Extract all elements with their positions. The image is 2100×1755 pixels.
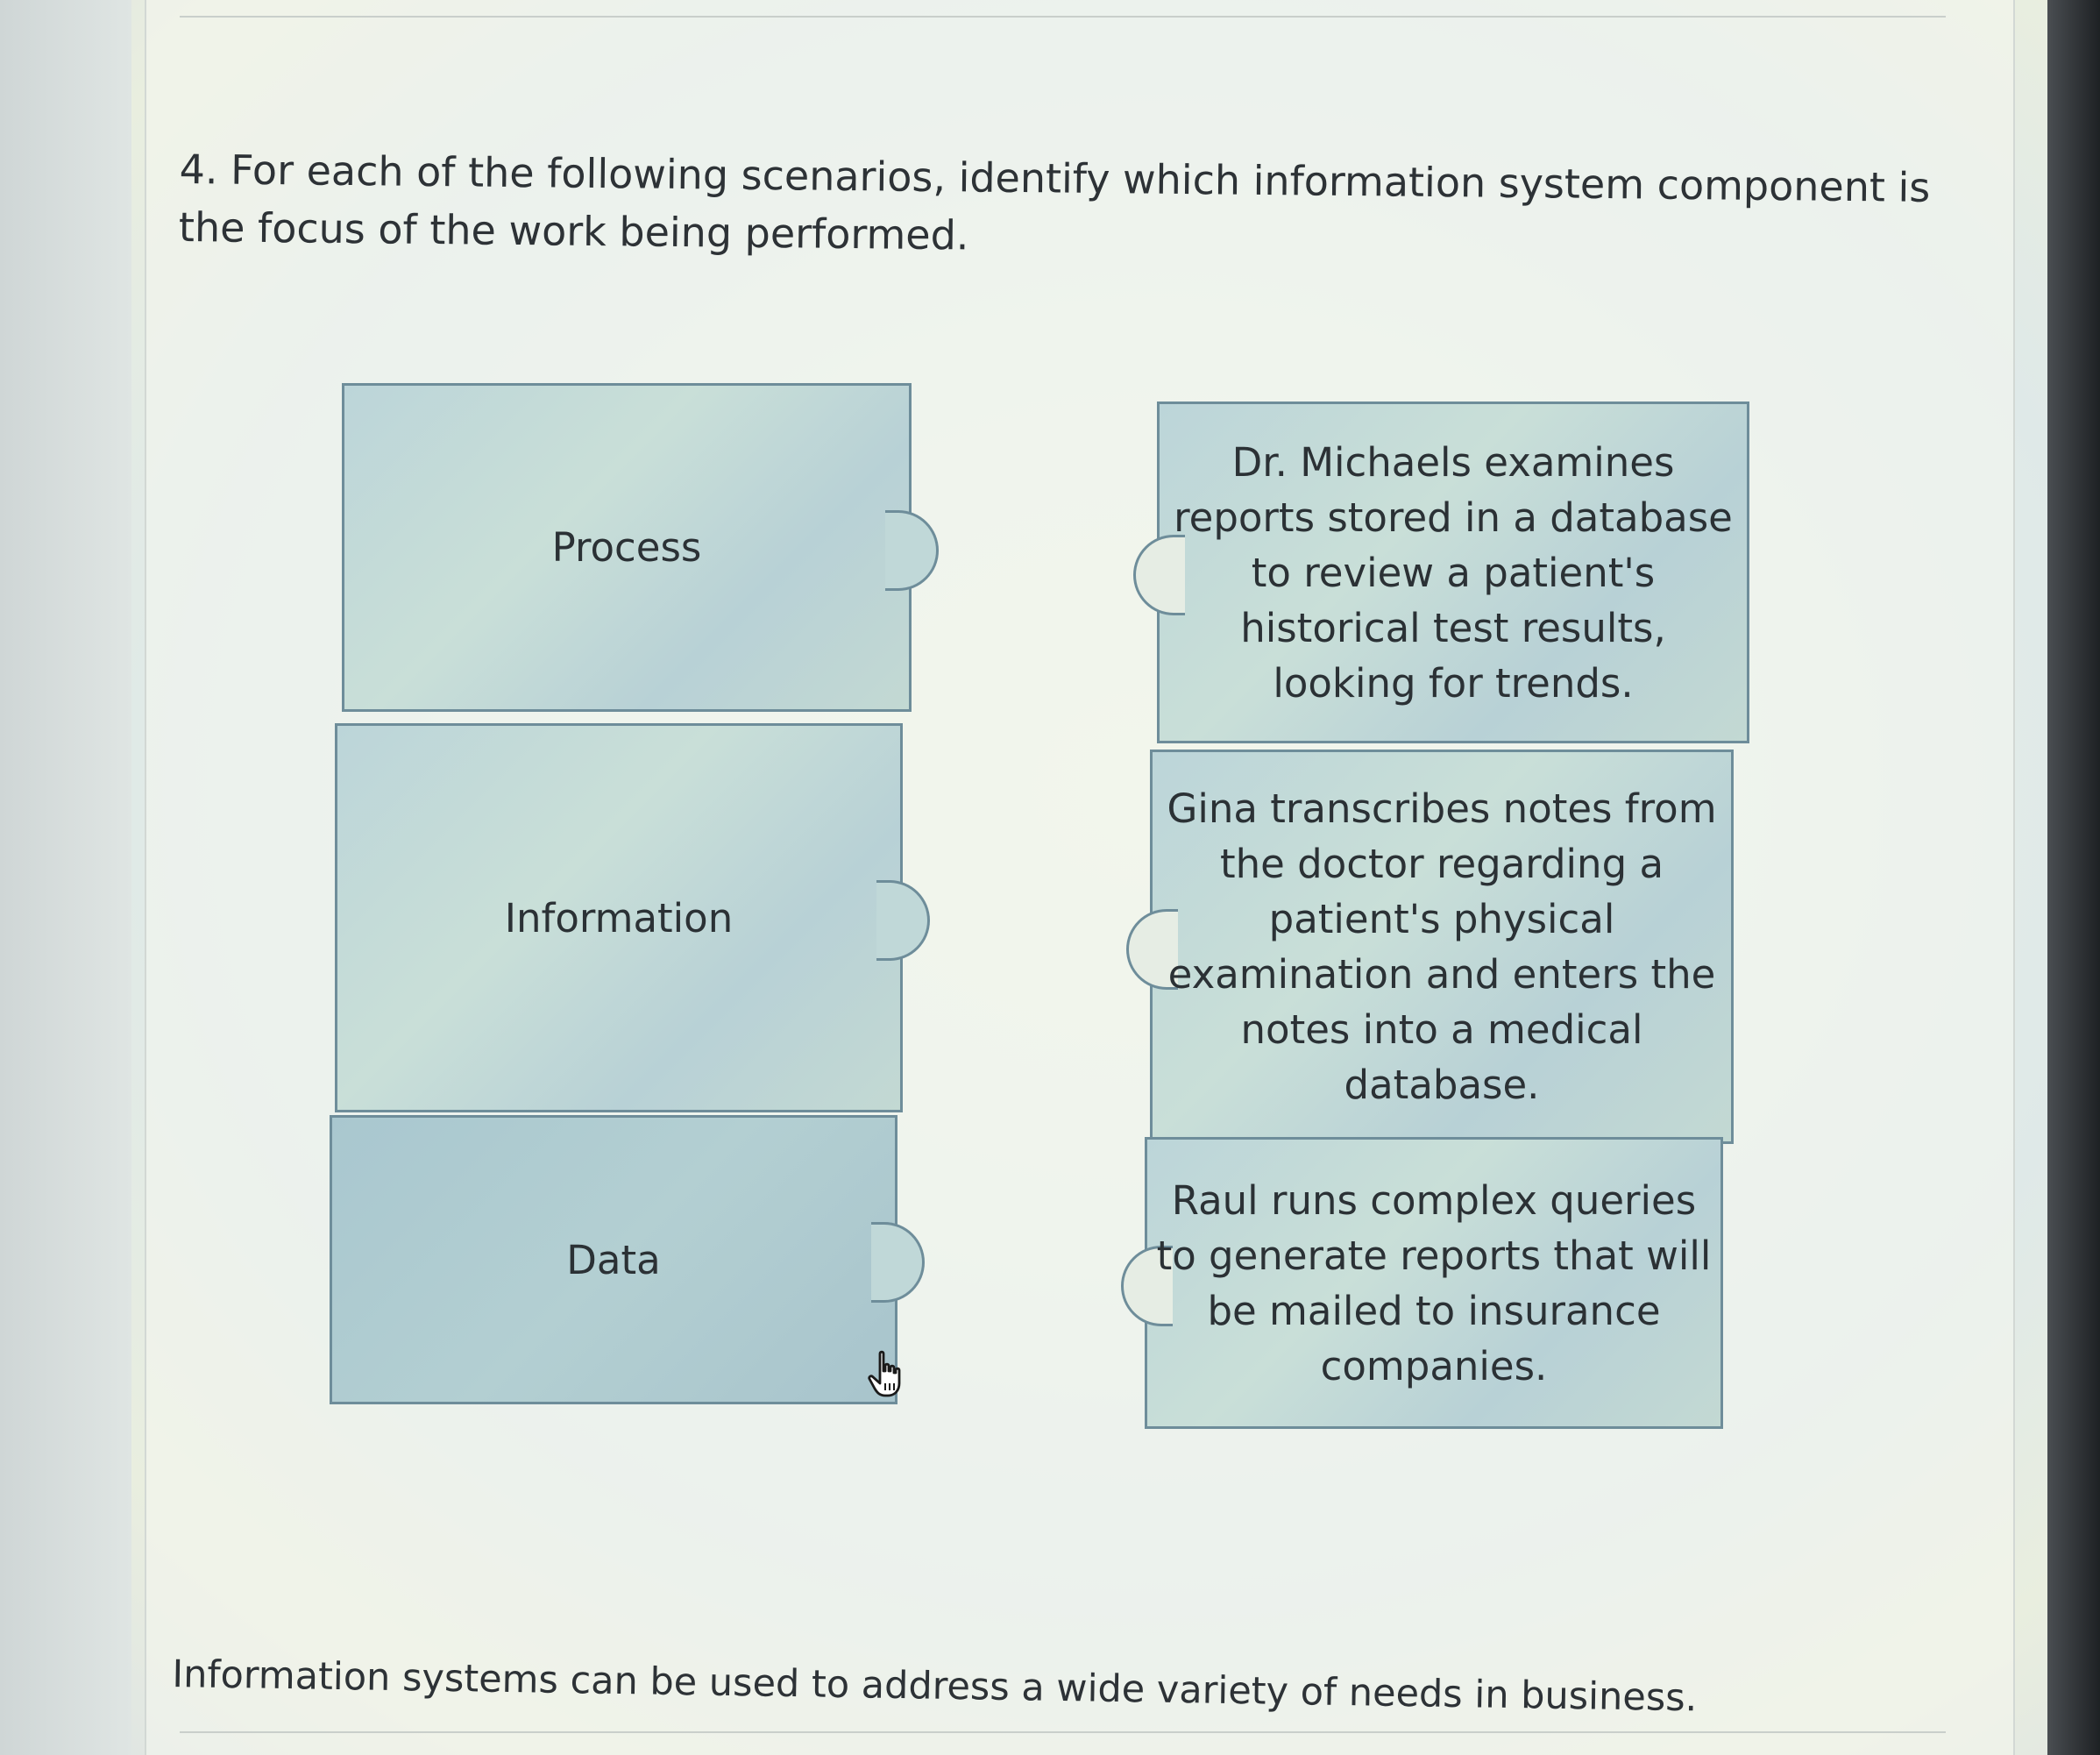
- screen-bezel-right: [2047, 0, 2100, 1755]
- bottom-divider: [180, 1731, 1946, 1733]
- term-tile-process[interactable]: [342, 383, 912, 712]
- scenario-tile-1[interactable]: [1157, 401, 1749, 743]
- scenario-text: Dr. Michaels examines reports stored in a database to review a patient's historical test results, looking for trends.: [1174, 438, 1733, 707]
- scenario-tile-3[interactable]: [1145, 1137, 1723, 1429]
- scenario-text: Raul runs complex queries to generate reports that will be mailed to insurance companies.: [1156, 1176, 1712, 1389]
- term-label: Data: [566, 1236, 661, 1283]
- term-tile-information[interactable]: [335, 723, 903, 1112]
- term-label: Information: [504, 894, 734, 941]
- scenario-tile-2[interactable]: [1150, 750, 1734, 1144]
- top-divider: [180, 16, 1946, 18]
- term-label: Process: [551, 524, 702, 571]
- scenario-text: Gina transcribes notes from the doctor regarding a patient's physical examination and enters the notes into a medical database.: [1167, 785, 1717, 1108]
- screen-bezel-left: [0, 0, 131, 1755]
- question-prompt: 4. For each of the following scenarios, identify which information system component is the focus of the work being performed.: [178, 145, 1931, 259]
- term-tile-data[interactable]: [330, 1115, 897, 1404]
- hand-pointer-icon: [866, 1350, 908, 1399]
- footer-statement: Information systems can be used to address a wide variety of needs in business.: [172, 1652, 1698, 1721]
